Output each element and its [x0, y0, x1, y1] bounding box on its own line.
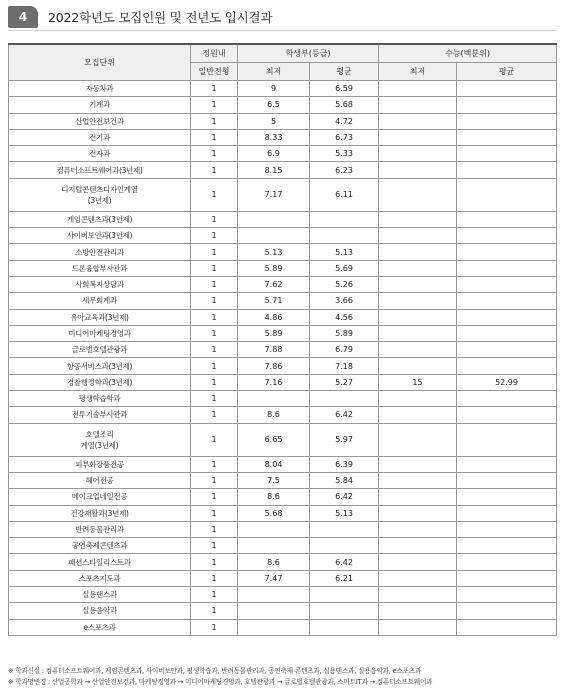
cell-school-avg: 6.21	[310, 570, 379, 586]
table-row	[9, 391, 557, 407]
cell-csat-avg	[457, 423, 557, 456]
cell-school-min: 7.47	[238, 570, 310, 586]
cell-unit	[9, 228, 191, 244]
table-row	[9, 489, 557, 505]
cell-csat-avg	[457, 619, 557, 635]
unit-name: 전기과	[89, 133, 110, 143]
table-row	[9, 619, 557, 635]
cell-school-min	[238, 228, 310, 244]
table-row	[9, 407, 557, 423]
cell-quota: 1	[191, 162, 238, 178]
unit-name: 자동차과	[85, 84, 114, 94]
cell-csat-avg	[457, 81, 557, 97]
cell-school-min	[238, 619, 310, 635]
cell-unit	[9, 325, 191, 341]
unit-name: 사회복지상담과	[75, 280, 124, 290]
cell-csat-min	[379, 276, 457, 292]
unit-name: 컴퓨터소프트웨어과(3년제)	[56, 165, 143, 175]
table-row	[9, 244, 557, 260]
cell-csat-avg	[457, 456, 557, 472]
cell-quota: 1	[191, 391, 238, 407]
cell-csat-avg	[457, 178, 557, 211]
table-row	[9, 293, 557, 309]
cell-school-avg	[310, 619, 379, 635]
cell-quota: 1	[191, 489, 238, 505]
cell-quota: 1	[191, 587, 238, 603]
cell-quota: 1	[191, 146, 238, 162]
table-row	[9, 81, 557, 97]
cell-school-min: 5.71	[238, 293, 310, 309]
unit-name: 산업안전보건과	[75, 116, 124, 126]
cell-csat-avg	[457, 342, 557, 358]
cell-school-min: 6.5	[238, 97, 310, 113]
cell-school-avg: 5.13	[310, 505, 379, 521]
table-row	[9, 603, 557, 619]
cell-school-min	[238, 587, 310, 603]
cell-quota: 1	[191, 619, 238, 635]
cell-quota: 1	[191, 113, 238, 129]
cell-school-avg: 6.73	[310, 129, 379, 145]
cell-school-min: 8.15	[238, 162, 310, 178]
cell-unit	[9, 456, 191, 472]
cell-csat-min	[379, 325, 457, 341]
cell-csat-min	[379, 211, 457, 227]
cell-csat-min: 15	[379, 374, 457, 390]
cell-unit	[9, 391, 191, 407]
cell-unit	[9, 619, 191, 635]
cell-school-avg: 5.13	[310, 244, 379, 260]
cell-school-avg: 4.56	[310, 309, 379, 325]
cell-school-avg	[310, 603, 379, 619]
cell-school-avg: 6.42	[310, 489, 379, 505]
cell-school-min	[238, 603, 310, 619]
unit-name: 평생학습학과	[78, 394, 121, 404]
cell-quota: 1	[191, 603, 238, 619]
cell-csat-min	[379, 391, 457, 407]
page-title: 2022학년도 모집인원 및 전년도 입시결과	[48, 10, 273, 25]
cell-unit	[9, 113, 191, 129]
cell-csat-avg	[457, 244, 557, 260]
table-row	[9, 456, 557, 472]
cell-quota: 1	[191, 521, 238, 537]
table-row	[9, 309, 557, 325]
cell-school-min: 7.17	[238, 178, 310, 211]
table-row	[9, 129, 557, 145]
cell-csat-avg	[457, 521, 557, 537]
unit-name: 헤어전공	[85, 476, 114, 486]
cell-unit	[9, 81, 191, 97]
cell-quota: 1	[191, 358, 238, 374]
cell-csat-avg	[457, 146, 557, 162]
table-row	[9, 228, 557, 244]
unit-name: 미디어마케팅경영과	[68, 329, 131, 338]
cell-csat-avg	[457, 587, 557, 603]
table-row	[9, 162, 557, 178]
cell-csat-avg	[457, 325, 557, 341]
cell-school-min: 5.68	[238, 505, 310, 521]
cell-quota: 1	[191, 293, 238, 309]
cell-csat-min	[379, 244, 457, 260]
cell-unit	[9, 309, 191, 325]
cell-csat-avg	[457, 293, 557, 309]
cell-school-avg	[310, 211, 379, 227]
cell-school-avg	[310, 391, 379, 407]
cell-unit	[9, 374, 191, 390]
cell-school-avg: 6.23	[310, 162, 379, 178]
cell-quota: 1	[191, 211, 238, 227]
footnotes	[8, 666, 556, 688]
cell-unit	[9, 538, 191, 554]
cell-unit	[9, 342, 191, 358]
cell-csat-min	[379, 619, 457, 635]
unit-name: 피부화장품전공	[75, 459, 124, 469]
cell-csat-min	[379, 178, 457, 211]
cell-quota: 1	[191, 129, 238, 145]
cell-quota: 1	[191, 505, 238, 521]
cell-school-avg: 7.18	[310, 358, 379, 374]
cell-school-min: 8.6	[238, 554, 310, 570]
footnote-renamed-departments: ※ 학과명변경 : 산업공학과 → 산업안전보건과, 마케팅경영과 → 미디어마케팅경영과, 호텔관광과 → 글로벌호텔관광과, 스마트IT과 → 컴퓨터소프트웨어과	[8, 678, 433, 686]
cell-school-avg	[310, 587, 379, 603]
cell-csat-min	[379, 81, 457, 97]
cell-csat-avg	[457, 129, 557, 145]
cell-unit	[9, 211, 191, 227]
cell-csat-min	[379, 293, 457, 309]
table-row	[9, 423, 557, 456]
table-row	[9, 146, 557, 162]
unit-name: 세무회계과	[82, 296, 117, 306]
header-quota: 정원내	[191, 44, 238, 63]
cell-csat-avg	[457, 309, 557, 325]
cell-unit	[9, 293, 191, 309]
cell-quota: 1	[191, 309, 238, 325]
cell-school-avg: 6.42	[310, 407, 379, 423]
cell-school-min: 6.9	[238, 146, 310, 162]
cell-csat-avg	[457, 505, 557, 521]
cell-school-avg: 5.97	[310, 423, 379, 456]
table-row	[9, 276, 557, 292]
cell-school-min: 8.6	[238, 489, 310, 505]
header-unit: 모집단위	[9, 44, 191, 81]
cell-csat-min	[379, 162, 457, 178]
unit-name: 드론융합부사관과	[71, 263, 128, 273]
cell-school-min	[238, 391, 310, 407]
header-school-min: 최저	[238, 63, 310, 81]
cell-school-avg: 6.79	[310, 342, 379, 358]
header-school-record: 학생부(등급)	[238, 44, 379, 63]
table-row	[9, 97, 557, 113]
unit-name: 호텔조리	[85, 429, 114, 439]
cell-csat-min	[379, 587, 457, 603]
cell-unit	[9, 489, 191, 505]
cell-unit	[9, 244, 191, 260]
cell-school-min: 4.86	[238, 309, 310, 325]
cell-csat-min	[379, 342, 457, 358]
table-row	[9, 538, 557, 554]
table-row	[9, 325, 557, 341]
cell-school-avg: 5.69	[310, 260, 379, 276]
unit-name: 유아교육과(3년제)	[70, 312, 129, 322]
cell-school-avg: 6.11	[310, 178, 379, 211]
cell-csat-avg	[457, 260, 557, 276]
cell-school-min: 5.13	[238, 244, 310, 260]
table-row	[9, 178, 557, 211]
cell-quota: 1	[191, 342, 238, 358]
cell-unit	[9, 587, 191, 603]
cell-csat-avg	[457, 391, 557, 407]
unit-name-line2: 계열(3년제)	[80, 440, 119, 450]
unit-name: 항공서비스과(3년제)	[66, 361, 133, 371]
cell-quota: 1	[191, 276, 238, 292]
table-row	[9, 521, 557, 537]
cell-csat-min	[379, 407, 457, 423]
cell-csat-avg	[457, 554, 557, 570]
header-quota-sub: 일반전형	[191, 63, 238, 81]
cell-csat-avg	[457, 211, 557, 227]
cell-school-min: 8.04	[238, 456, 310, 472]
header-school-avg: 평균	[310, 63, 379, 81]
cell-school-min: 7.62	[238, 276, 310, 292]
cell-csat-avg	[457, 489, 557, 505]
cell-quota: 1	[191, 538, 238, 554]
cell-csat-min	[379, 423, 457, 456]
cell-quota: 1	[191, 81, 238, 97]
unit-name: 경찰행정학과(3년제)	[66, 377, 133, 387]
cell-school-avg: 6.39	[310, 456, 379, 472]
unit-name: 공연축제콘텐츠과	[71, 541, 128, 551]
header-csat: 수능(백분위)	[379, 44, 557, 63]
cell-unit	[9, 146, 191, 162]
cell-csat-min	[379, 554, 457, 570]
cell-unit	[9, 129, 191, 145]
cell-school-min: 7.88	[238, 342, 310, 358]
cell-csat-avg	[457, 407, 557, 423]
cell-school-min: 8.6	[238, 407, 310, 423]
cell-unit	[9, 97, 191, 113]
cell-school-avg: 5.84	[310, 472, 379, 488]
cell-school-avg: 3.66	[310, 293, 379, 309]
cell-school-min: 5.89	[238, 260, 310, 276]
cell-csat-min	[379, 260, 457, 276]
cell-unit	[9, 260, 191, 276]
cell-school-min: 5	[238, 113, 310, 129]
unit-name: 기계과	[89, 100, 110, 110]
cell-quota: 1	[191, 325, 238, 341]
cell-csat-min	[379, 489, 457, 505]
cell-school-min: 5.89	[238, 325, 310, 341]
cell-unit	[9, 603, 191, 619]
cell-quota: 1	[191, 244, 238, 260]
cell-csat-avg	[457, 162, 557, 178]
table-row	[9, 472, 557, 488]
cell-school-min	[238, 538, 310, 554]
cell-csat-avg	[457, 570, 557, 586]
table-row	[9, 374, 557, 390]
unit-name: 전자과	[89, 149, 110, 159]
cell-unit	[9, 276, 191, 292]
cell-unit	[9, 570, 191, 586]
unit-name: 실용댄스과	[82, 590, 117, 600]
cell-quota: 1	[191, 423, 238, 456]
cell-csat-avg	[457, 472, 557, 488]
cell-school-avg	[310, 228, 379, 244]
cell-unit	[9, 423, 191, 456]
cell-quota: 1	[191, 472, 238, 488]
unit-name: 사이버보안과(3년제)	[66, 231, 133, 241]
cell-csat-min	[379, 521, 457, 537]
cell-csat-avg	[457, 603, 557, 619]
unit-name: 반려동물관리과	[75, 524, 124, 534]
cell-school-min	[238, 521, 310, 537]
section-header	[8, 6, 556, 28]
cell-quota: 1	[191, 97, 238, 113]
cell-csat-avg	[457, 276, 557, 292]
cell-csat-min	[379, 146, 457, 162]
cell-csat-min	[379, 603, 457, 619]
cell-csat-avg	[457, 358, 557, 374]
cell-school-min: 9	[238, 81, 310, 97]
footnote-new-departments: ※ 학과신설 : 컴퓨터소프트웨어과, 게임콘텐츠과, 사이버보안과, 평생학습과, 반려동물관리과, 공연축제 콘텐츠과, 실용댄스과, 실용음악과, e스포츠과	[8, 667, 422, 675]
cell-school-avg: 5.27	[310, 374, 379, 390]
table-row	[9, 358, 557, 374]
cell-unit	[9, 358, 191, 374]
cell-csat-min	[379, 97, 457, 113]
cell-school-min: 7.86	[238, 358, 310, 374]
cell-school-avg: 4.72	[310, 113, 379, 129]
cell-school-min: 8.33	[238, 129, 310, 145]
cell-unit	[9, 554, 191, 570]
section-number-badge: 4	[8, 6, 38, 28]
unit-name: 실용음악과	[82, 606, 117, 616]
cell-csat-avg	[457, 538, 557, 554]
cell-school-avg	[310, 521, 379, 537]
cell-csat-min	[379, 358, 457, 374]
unit-name: 패션스타일리스트과	[68, 557, 131, 567]
cell-quota: 1	[191, 570, 238, 586]
cell-quota: 1	[191, 456, 238, 472]
cell-csat-min	[379, 129, 457, 145]
header-csat-avg: 평균	[457, 63, 557, 81]
cell-csat-avg	[457, 113, 557, 129]
cell-unit	[9, 521, 191, 537]
cell-csat-min	[379, 538, 457, 554]
unit-name: 스포츠지도과	[78, 573, 121, 583]
cell-unit	[9, 178, 191, 211]
table-row	[9, 342, 557, 358]
cell-csat-min	[379, 505, 457, 521]
cell-quota: 1	[191, 178, 238, 211]
unit-name-line2: (3년제)	[87, 195, 112, 205]
cell-csat-min	[379, 570, 457, 586]
table-row	[9, 587, 557, 603]
cell-quota: 1	[191, 260, 238, 276]
table-row	[9, 211, 557, 227]
cell-csat-avg: 52.99	[457, 374, 557, 390]
table-row	[9, 113, 557, 129]
unit-name: 전투기술부사관과	[71, 410, 128, 420]
cell-quota: 1	[191, 228, 238, 244]
unit-name: e스포츠과	[83, 622, 116, 632]
cell-school-avg: 6.42	[310, 554, 379, 570]
cell-quota: 1	[191, 374, 238, 390]
cell-quota: 1	[191, 554, 238, 570]
cell-school-avg: 5.33	[310, 146, 379, 162]
cell-school-avg: 5.89	[310, 325, 379, 341]
unit-name: 건강재활과(3년제)	[70, 508, 129, 518]
cell-school-min	[238, 211, 310, 227]
cell-quota: 1	[191, 407, 238, 423]
cell-csat-avg	[457, 97, 557, 113]
cell-unit	[9, 162, 191, 178]
header-divider	[8, 30, 556, 31]
cell-unit	[9, 472, 191, 488]
table-row	[9, 260, 557, 276]
cell-unit	[9, 407, 191, 423]
cell-csat-min	[379, 472, 457, 488]
unit-name: 디지털콘텐츠디자인계열	[61, 184, 138, 194]
cell-school-min: 6.65	[238, 423, 310, 456]
cell-school-avg: 5.26	[310, 276, 379, 292]
table-row	[9, 554, 557, 570]
cell-csat-avg	[457, 228, 557, 244]
cell-school-avg: 6.59	[310, 81, 379, 97]
cell-csat-min	[379, 309, 457, 325]
cell-school-avg	[310, 538, 379, 554]
cell-school-min: 7.5	[238, 472, 310, 488]
admission-results-table	[8, 43, 557, 636]
cell-csat-min	[379, 228, 457, 244]
cell-csat-min	[379, 456, 457, 472]
header-csat-min: 최저	[379, 63, 457, 81]
unit-name: 게임콘텐츠과(3년제)	[66, 214, 133, 224]
table-row	[9, 570, 557, 586]
cell-unit	[9, 505, 191, 521]
table-row	[9, 505, 557, 521]
unit-name: 소방안전관리과	[75, 247, 124, 257]
cell-csat-min	[379, 113, 457, 129]
cell-school-avg: 5.68	[310, 97, 379, 113]
unit-name: 글로벌호텔관광과	[71, 345, 128, 355]
cell-school-min: 7.16	[238, 374, 310, 390]
unit-name: 메이크업네일전공	[71, 492, 128, 502]
